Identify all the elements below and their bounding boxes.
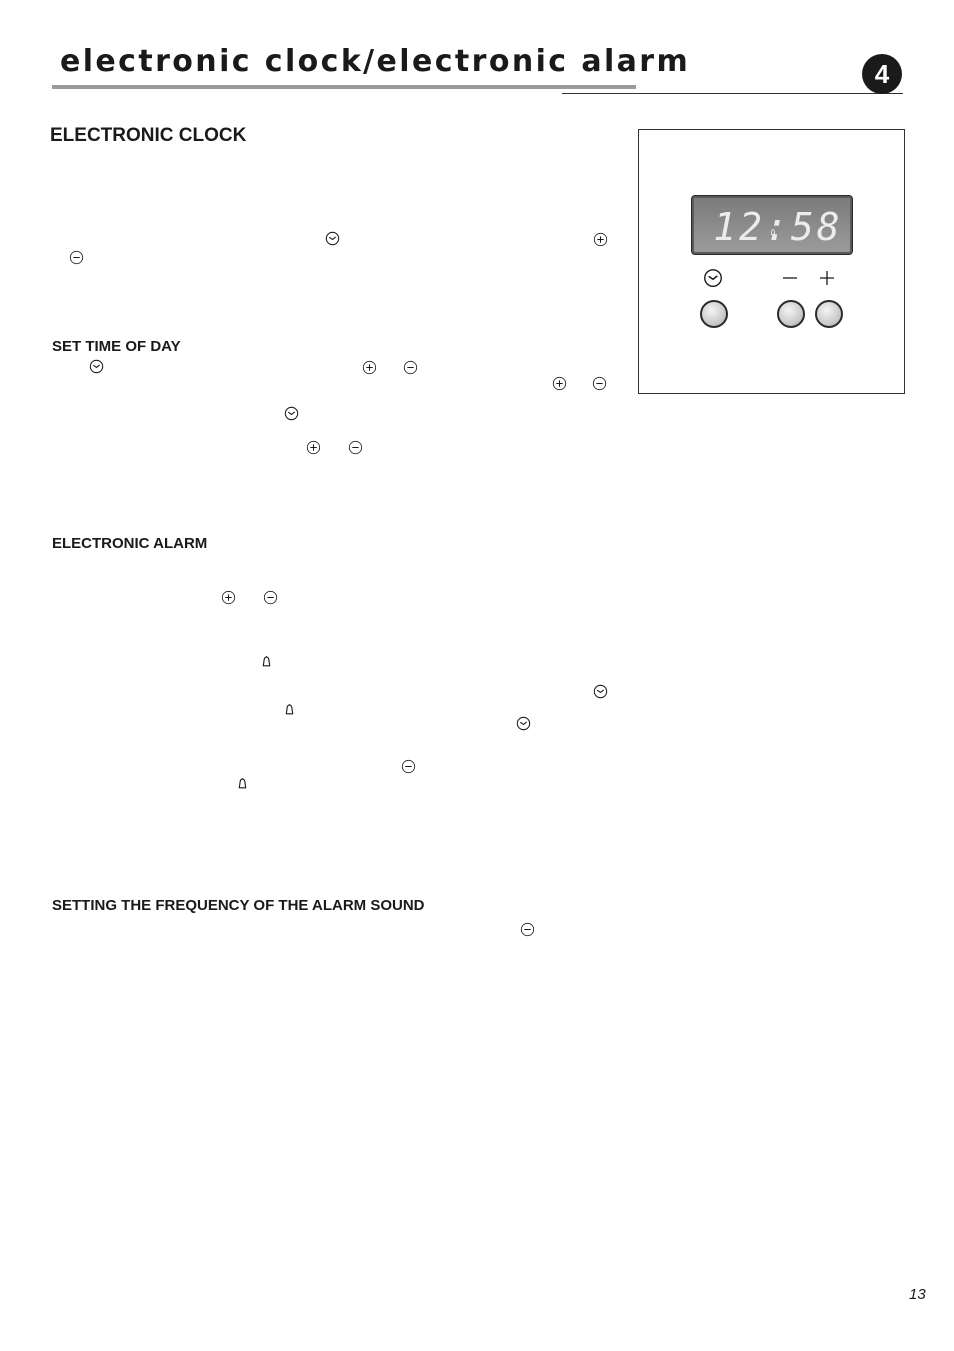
display-time: 12:58 (713, 205, 843, 249)
page-number: 13 (909, 1286, 926, 1303)
plus-circle-icon (362, 360, 377, 375)
bell-icon (259, 654, 274, 669)
heading-electronic-alarm: ELECTRONIC ALARM (52, 535, 208, 552)
minus-icon (782, 269, 798, 287)
clock-icon (89, 359, 104, 374)
display-digits (692, 196, 852, 254)
minus-circle-icon (520, 922, 535, 937)
minus-circle-icon (592, 376, 607, 391)
clock-icon (703, 268, 723, 288)
plus-circle-icon (306, 440, 321, 455)
minus-circle-icon (69, 250, 84, 265)
minus-circle-icon (263, 590, 278, 605)
bell-icon (235, 776, 250, 791)
minus-circle-icon (401, 759, 416, 774)
plus-icon (819, 269, 835, 287)
plus-button (815, 300, 843, 328)
minus-button (777, 300, 805, 328)
plus-circle-icon (593, 232, 608, 247)
clock-icon (593, 684, 608, 699)
control-panel-illustration (638, 129, 905, 394)
clock-icon (284, 406, 299, 421)
heading-electronic-clock: ELECTRONIC CLOCK (50, 125, 247, 146)
plus-circle-icon (221, 590, 236, 605)
minus-circle-icon (403, 360, 418, 375)
plus-circle-icon (552, 376, 567, 391)
bell-icon (282, 702, 297, 717)
clock-icon (516, 716, 531, 731)
minus-circle-icon (348, 440, 363, 455)
clock-icon (325, 231, 340, 246)
title-underline (52, 85, 636, 89)
clock-display (691, 195, 853, 255)
chapter-badge: 4 (862, 54, 902, 94)
heading-alarm-frequency: SETTING THE FREQUENCY OF THE ALARM SOUND (52, 897, 425, 914)
header-rule (562, 93, 903, 94)
page-title: electronic clock/electronic alarm (60, 44, 691, 79)
heading-set-time-of-day: SET TIME OF DAY (52, 338, 181, 355)
clock-button (700, 300, 728, 328)
